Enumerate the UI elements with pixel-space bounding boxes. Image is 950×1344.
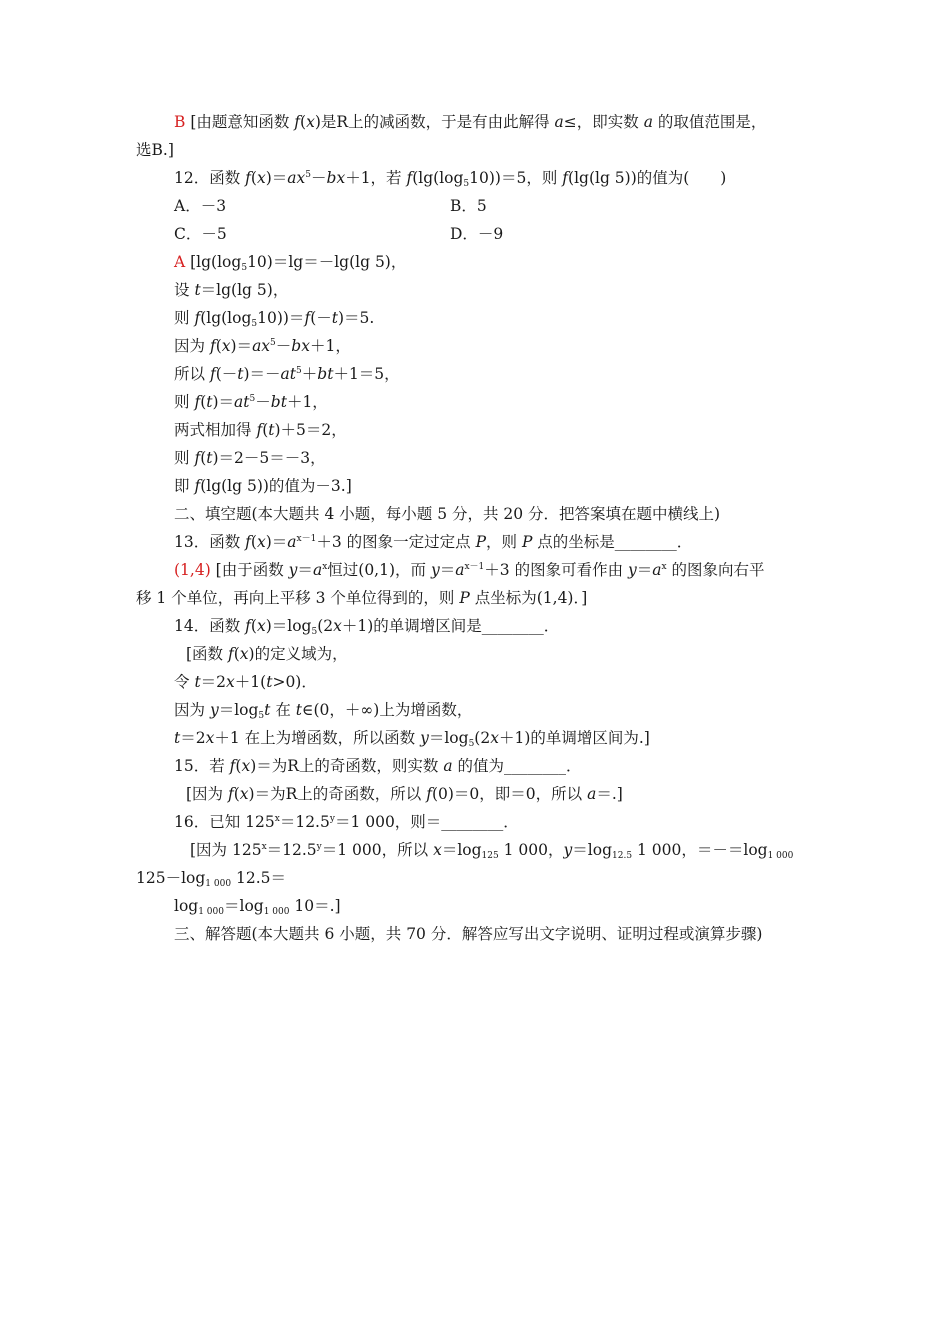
math-variable: a: [443, 757, 453, 775]
math-variable: a: [312, 561, 323, 579]
text-run: 10＝.]: [289, 897, 341, 915]
text-run: 所以: [174, 365, 210, 383]
math-variable: x: [433, 841, 442, 859]
text-run: 在: [270, 701, 296, 719]
text-run: (: [250, 169, 257, 187]
text-run: ＝: [439, 561, 456, 579]
text-run: (2: [317, 617, 334, 635]
math-variable: t: [295, 701, 302, 719]
text-run: ＝12.5: [279, 813, 330, 831]
math-variable: y: [628, 561, 637, 579]
math-variable: f: [209, 337, 216, 355]
math-variable: x: [221, 337, 231, 355]
superscript: x: [274, 814, 280, 824]
math-variable: t: [331, 309, 338, 327]
math-variable: x: [239, 645, 249, 663]
math-variable: at: [280, 365, 297, 383]
subscript: 5: [468, 739, 475, 749]
text-run: ＝log: [428, 729, 469, 747]
math-variable: P: [521, 533, 533, 551]
subscript: 1 000: [198, 907, 224, 917]
text-run: ＝12.5: [266, 841, 317, 859]
math-variable: f: [294, 113, 301, 131]
text-run: )是R上的减函数，于是有由此解得: [314, 113, 555, 131]
subscript: 1 000: [263, 907, 290, 917]
text-line-l15: [174, 504, 720, 524]
text-line-l28: [136, 868, 286, 888]
text-line-l10: [174, 364, 400, 384]
text-run: (: [233, 645, 240, 663]
superscript: x－1: [464, 562, 485, 572]
text-run: 16．已知 125: [174, 813, 275, 831]
text-run: (0)＝0，即＝0，所以: [431, 785, 588, 803]
math-variable: x: [490, 729, 499, 747]
text-run: 14．函数: [174, 617, 246, 635]
text-line-l14: [174, 476, 352, 496]
math-variable: y: [288, 561, 298, 579]
math-variable: f: [304, 309, 311, 327]
subscript: 12.5: [612, 851, 633, 861]
math-variable: at: [234, 393, 250, 411]
text-line-l17: [174, 560, 765, 580]
text-line-l8: [174, 308, 374, 328]
text-run: 则: [174, 449, 195, 467]
math-variable: f: [406, 169, 413, 187]
text-run: ＝log: [223, 897, 264, 915]
text-line-l25: [186, 784, 623, 804]
superscript: x: [322, 562, 328, 572]
answer-label: (1,4): [174, 561, 211, 579]
text-run: )＋5＝2，: [274, 421, 347, 439]
text-run: ＝log: [218, 701, 259, 719]
text-run: ＋1，若: [345, 169, 407, 187]
superscript: 5: [296, 366, 302, 376]
text-run: 二、填空题(本大题共 4 小题，每小题 5 分，共 20 分．把答案填在题中横线上): [174, 505, 721, 523]
text-run: [因为: [186, 785, 228, 803]
math-variable: f: [229, 757, 236, 775]
text-line-l18: [136, 588, 587, 608]
text-run: 10)＝lg＝－lg(lg 5)，: [247, 253, 407, 271]
text-run: (lg(lg 5))的值为( ): [568, 169, 727, 187]
math-variable: t: [206, 449, 213, 467]
math-variable: f: [227, 785, 234, 803]
text-run: 12．函数: [174, 169, 246, 187]
text-run: 两式相加得: [174, 421, 257, 439]
math-variable: a: [652, 561, 662, 579]
text-line-l29: [174, 896, 341, 916]
subscript: 125: [481, 851, 499, 861]
text-line-l24: [174, 756, 582, 776]
math-variable: f: [194, 477, 201, 495]
text-run: 选B.]: [136, 141, 174, 159]
text-run: ＝log: [441, 841, 482, 859]
math-variable: t: [194, 281, 201, 299]
text-run: )＝: [265, 169, 288, 187]
superscript: y: [329, 814, 335, 824]
text-run: ∈(0，＋∞)上为增函数，: [301, 701, 473, 719]
text-run: 三、解答题(本大题共 6 小题，共 70 分．解答应写出文字说明、证明过程或演算步骤): [174, 925, 763, 943]
math-variable: x: [256, 533, 266, 551]
text-line-l11: [174, 392, 328, 412]
text-line-l5b: [450, 224, 503, 244]
text-run: )＝log: [265, 617, 312, 635]
math-variable: f: [194, 309, 201, 327]
math-variable: f: [227, 645, 234, 663]
text-run: ＋1＝5，: [333, 365, 400, 383]
text-run: 10))＝: [257, 309, 305, 327]
text-run: ＋3 的图象可看作由: [484, 561, 628, 579]
text-run: 1 000，: [498, 841, 564, 859]
superscript: 5: [270, 338, 276, 348]
text-run: 恒过(0,1)，而: [327, 561, 431, 579]
text-run: A．－3: [174, 197, 227, 215]
text-run: )＝－: [243, 365, 281, 383]
text-line-l9: [174, 336, 351, 356]
text-run: (: [262, 421, 269, 439]
math-variable: a: [587, 785, 597, 803]
math-variable: f: [245, 617, 251, 635]
math-variable: bx: [291, 337, 310, 355]
text-run: (lg(lg 5))的值为－3.]: [200, 477, 352, 495]
text-run: (2: [474, 729, 491, 747]
math-variable: bt: [317, 365, 334, 383]
math-variable: x: [239, 785, 249, 803]
math-variable: x: [205, 729, 215, 747]
text-run: (: [250, 617, 257, 635]
text-run: －: [255, 393, 271, 411]
text-run: ＝1 000，则＝________．: [334, 813, 519, 831]
math-variable: bx: [326, 169, 346, 187]
text-run: ≤，即实数: [563, 113, 644, 131]
text-run: 的值为________．: [452, 757, 582, 775]
text-line-l4a: [174, 196, 226, 216]
text-run: (: [300, 113, 307, 131]
text-line-l7: [174, 280, 288, 300]
subscript: 5: [258, 711, 265, 721]
text-run: (lg(log: [412, 169, 464, 187]
text-run: ＝: [297, 561, 313, 579]
text-run: (: [233, 785, 240, 803]
text-run: )＝为R上的奇函数，则实数: [250, 757, 444, 775]
text-run: D．－9: [450, 225, 504, 243]
superscript: x: [261, 842, 267, 852]
text-run: 的取值范围是，: [652, 113, 767, 131]
text-run: 则: [174, 393, 195, 411]
text-run: [因为 125: [190, 841, 262, 859]
text-run: ＝.]: [596, 785, 623, 803]
math-variable: f: [194, 393, 201, 411]
text-run: ＝: [636, 561, 653, 579]
text-run: －: [311, 169, 327, 187]
text-run: (－: [215, 365, 238, 383]
text-line-l21: [174, 672, 317, 692]
math-variable: t: [268, 421, 275, 439]
math-variable: a: [554, 113, 564, 131]
answer-label: B: [174, 113, 186, 131]
text-run: 令: [174, 673, 195, 691]
math-variable: bt: [270, 393, 287, 411]
text-line-l22: [174, 700, 472, 720]
superscript: y: [316, 842, 322, 852]
math-variable: f: [209, 365, 216, 383]
text-run: ＋1)的单调增区间是________．: [341, 617, 560, 635]
text-run: 即: [174, 477, 195, 495]
text-run: ＋1(: [234, 673, 267, 691]
text-run: ，则: [486, 533, 522, 551]
text-run: ＝2: [200, 673, 227, 691]
text-run: [函数: [186, 645, 228, 663]
text-run: 则: [174, 309, 195, 327]
math-variable: t: [194, 673, 201, 691]
superscript: x－1: [296, 534, 317, 544]
text-run: ＋: [301, 365, 318, 383]
text-run: 移 1 个单位，再向上平移 3 个单位得到的，则: [136, 589, 460, 607]
text-line-l19: [174, 616, 559, 636]
text-run: 点坐标为(1,4)．]: [469, 589, 588, 607]
text-run: (: [215, 337, 222, 355]
text-run: ＋1 在上为增函数，所以函数: [214, 729, 421, 747]
text-run: 10))＝5，则: [469, 169, 563, 187]
text-run: )＝: [265, 533, 288, 551]
text-run: (－: [310, 309, 332, 327]
text-run: 因为: [174, 337, 210, 355]
text-run: ＋1，: [309, 337, 351, 355]
text-run: )的定义域为，: [248, 645, 348, 663]
math-variable: t: [206, 393, 213, 411]
text-run: 15．若: [174, 757, 230, 775]
superscript: 5: [305, 170, 311, 180]
math-variable: f: [562, 169, 569, 187]
text-line-l30: [174, 924, 762, 944]
superscript: 5: [249, 394, 256, 404]
text-run: (: [250, 533, 257, 551]
text-run: )＝2－5＝－3，: [212, 449, 326, 467]
math-variable: x: [306, 113, 315, 131]
text-run: log: [174, 897, 199, 915]
math-variable: f: [256, 421, 263, 439]
text-line-l3: [174, 168, 726, 188]
text-run: [由于函数: [210, 561, 289, 579]
math-variable: a: [287, 533, 297, 551]
text-run: 125－log: [136, 869, 206, 887]
text-line-l6: [174, 252, 406, 272]
math-variable: f: [245, 169, 251, 187]
text-run: >0)．: [272, 673, 317, 691]
text-run: 13．函数: [174, 533, 246, 551]
math-variable: y: [420, 729, 429, 747]
math-variable: ax: [252, 337, 271, 355]
math-variable: t: [266, 673, 273, 691]
text-run: 的图象向右平: [666, 561, 765, 579]
math-variable: P: [475, 533, 486, 551]
subscript: 5: [311, 627, 318, 637]
math-variable: t: [237, 365, 244, 383]
math-variable: y: [563, 841, 573, 859]
text-run: ＋1，: [286, 393, 328, 411]
math-variable: t: [174, 729, 181, 747]
text-run: ＝2: [180, 729, 206, 747]
text-run: ＝log: [572, 841, 613, 859]
text-run: (: [235, 757, 242, 775]
subscript: 1 000: [205, 879, 232, 889]
math-variable: x: [333, 617, 342, 635]
text-line-l27: [190, 840, 793, 860]
math-variable: a: [643, 113, 653, 131]
subscript: 1 000: [767, 851, 794, 861]
text-run: )＝5.: [337, 309, 375, 327]
text-run: (: [200, 393, 207, 411]
math-variable: x: [256, 617, 266, 635]
text-run: 因为: [174, 701, 210, 719]
math-variable: ax: [287, 169, 306, 187]
text-run: )＝为R上的奇函数，所以: [248, 785, 427, 803]
text-run: 1 000，＝－＝log: [632, 841, 768, 859]
text-line-l16: [174, 532, 692, 552]
math-variable: P: [459, 589, 470, 607]
math-variable: x: [241, 757, 251, 775]
text-line-l1: [174, 112, 766, 132]
text-run: ＝lg(lg 5)，: [200, 281, 289, 299]
text-run: C．－5: [174, 225, 227, 243]
text-line-l5a: [174, 224, 227, 244]
text-line-l23: [174, 728, 650, 748]
text-run: 设: [174, 281, 195, 299]
text-run: ＋3 的图象一定过定点: [316, 533, 476, 551]
text-run: )＝: [212, 393, 235, 411]
math-variable: f: [245, 533, 251, 551]
text-run: B．5: [450, 197, 487, 215]
text-run: 点的坐标是________．: [532, 533, 693, 551]
text-line-l4b: [450, 196, 487, 216]
math-variable: f: [194, 449, 201, 467]
text-run: ＝1 000，所以: [321, 841, 434, 859]
text-run: [lg(log: [185, 253, 242, 271]
math-variable: f: [426, 785, 432, 803]
math-variable: a: [455, 561, 465, 579]
subscript: 5: [251, 319, 258, 329]
math-variable: y: [209, 701, 219, 719]
text-run: (lg(log: [200, 309, 252, 327]
text-run: (: [200, 449, 207, 467]
text-run: －: [275, 337, 292, 355]
math-variable: x: [256, 169, 266, 187]
superscript: x: [661, 562, 667, 572]
text-run: [由题意知函数: [185, 113, 295, 131]
text-line-l2: [136, 140, 174, 160]
subscript: 5: [463, 179, 470, 189]
math-variable: y: [430, 561, 440, 579]
subscript: 5: [241, 263, 248, 273]
text-line-l20: [186, 644, 348, 664]
answer-label: A: [174, 253, 186, 271]
text-line-l26: [174, 812, 519, 832]
text-run: )＝: [230, 337, 253, 355]
math-variable: t: [264, 701, 271, 719]
math-variable: x: [226, 673, 235, 691]
text-line-l12: [174, 420, 347, 440]
text-run: 12.5＝: [231, 869, 287, 887]
text-run: ＋1)的单调增区间为.]: [498, 729, 650, 747]
text-line-l13: [174, 448, 326, 468]
